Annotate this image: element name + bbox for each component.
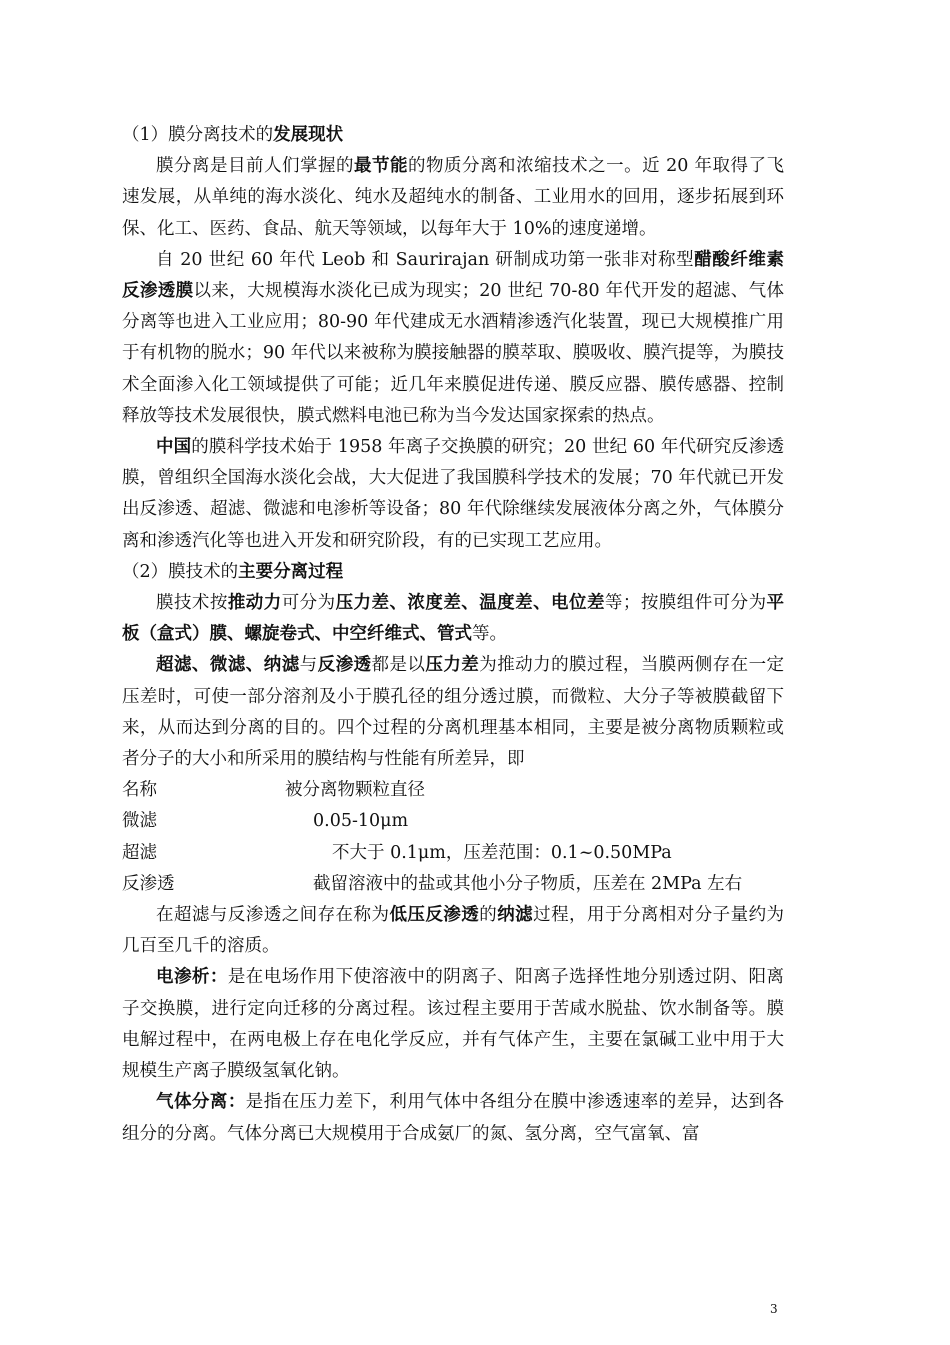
text-run: 都是以 — [371, 655, 426, 676]
table-cell-value: 0.05-10μm — [313, 811, 409, 832]
table-cell-name: 超滤 — [122, 842, 157, 863]
text-run: 以来，大规模海水淡化已成为现实；20 世纪 70-80 年代开发的超滤、气体分离等也进入工业应用；80-90 年代建成无水酒精渗透汽化装置，现已大规模推广用于有机物的脱水；90 年代以来被称为膜接触器的膜萃取、膜吸收、膜汽提等，为膜技术全面渗入化工领域提供了可能；近几年来膜促进传递、膜反应器、膜传感器、控制释放等技术发展很快，膜式燃料电池已称为当今发达国家探索的热点。 — [122, 281, 785, 426]
text-run: 过程，用于分离相对分子量约为几百至几千的溶质。 — [122, 905, 785, 957]
table-row — [122, 806, 784, 837]
text-run: 膜分离是目前人们掌握的 — [156, 156, 355, 177]
text-run: 与 — [299, 655, 318, 676]
heading-text: （1）膜分离技术的 — [122, 125, 274, 145]
text-run: 等。 — [472, 624, 507, 645]
bold-run: 纳滤 — [497, 905, 534, 926]
heading-bold: 发展现状 — [273, 125, 344, 145]
text-run: 的物质分离和浓缩技术之一。近 20 年取得了飞速发展，从单纯的海水淡化、纯水及超纯水的制备、工业用水的回用，逐步拓展到环保、化工、医药、食品、航天等领域，以每年大于 10%的速度递增。 — [122, 156, 784, 239]
bold-run: 超滤、微滤、纳滤 — [156, 655, 300, 676]
bold-run: 醋酸纤维素反渗透膜 — [122, 249, 785, 302]
text-run: 是在电场作用下使溶液中的阴离子、阳离子选择性地分别透过阴、阳离子交换膜，进行定向迁移的分离过程。该过程主要用于苦咸水脱盐、饮水制备等。膜电解过程中，在两电极上存在电化学反应，并有气体产生，主要在氯碱工业中用于大规模生产离子膜级氢氧化钠。 — [122, 967, 785, 1082]
text-run: 膜技术按 — [156, 593, 228, 614]
bold-run: 气体分离： — [156, 1092, 246, 1113]
section-heading-1 — [122, 120, 784, 151]
body-text — [122, 120, 784, 1150]
text-run: 等；按膜组件可分为 — [604, 593, 767, 614]
bold-run: 反渗透 — [317, 655, 372, 676]
bold-run: 中国 — [156, 437, 192, 458]
bold-run: 电渗析： — [156, 967, 228, 988]
table-cell-value: 截留溶液中的盐或其他小分子物质，压差在 2MPa 左右 — [313, 873, 743, 894]
paragraph-4 — [122, 588, 784, 650]
heading-bold: 主要分离过程 — [238, 561, 344, 582]
paragraph-6 — [122, 900, 784, 962]
separation-table — [122, 775, 784, 900]
text-run: 自 20 世纪 60 年代 Leob 和 Saurirajan 研制成功第一张非对称型 — [156, 249, 695, 270]
text-run: 可分为 — [281, 593, 336, 614]
table-header-name: 名称 — [122, 780, 157, 801]
text-run: 在超滤与反渗透之间存在称为 — [156, 905, 390, 926]
bold-run: 压力差 — [425, 655, 480, 676]
paragraph-7 — [122, 962, 784, 1087]
table-row — [122, 838, 784, 869]
bold-run: 最节能 — [354, 156, 409, 177]
heading-text: （2）膜技术的 — [122, 561, 239, 582]
table-cell-name: 微滤 — [122, 811, 157, 832]
text-run: 的 — [479, 905, 498, 926]
paragraph-1 — [122, 151, 784, 245]
table-header-row — [122, 775, 784, 806]
text-run: 的膜科学技术始于 1958 年离子交换膜的研究；20 世纪 60 年代研究反渗透膜，曾组织全国海水淡化会战，大大促进了我国膜科学技术的发展；70 年代就已开发出反渗透、超滤、微滤和电渗析等设备；80 年代除继续发展液体分离之外，气体膜分离和渗透汽化等也进入开发和研究阶段，有的已实现工艺应用。 — [122, 437, 785, 551]
paragraph-5 — [122, 650, 784, 775]
paragraph-2 — [122, 245, 784, 432]
bold-run: 平板（盒式）膜、螺旋卷式、中空纤维式、管式 — [122, 593, 785, 645]
table-cell-name: 反渗透 — [122, 873, 175, 894]
paragraph-8 — [122, 1087, 784, 1149]
text-run: 为推动力的膜过程，当膜两侧存在一定压差时，可使一部分溶剂及小于膜孔径的组分透过膜，而微粒、大分子等被膜截留下来，从而达到分离的目的。四个过程的分离机理基本相同，主要是被分离物质颗粒或者分子的大小和所采用的膜结构与性能有所差异，即 — [122, 655, 785, 770]
paragraph-3 — [122, 432, 784, 557]
bold-run: 压力差、浓度差、温度差、电位差 — [335, 593, 605, 614]
table-cell-value: 不大于 0.1μm，压差范围：0.1~0.50MPa — [332, 842, 672, 863]
bold-run: 推动力 — [227, 593, 282, 614]
table-header-value: 被分离物颗粒直径 — [285, 780, 425, 801]
page-number: 3 — [770, 1302, 778, 1316]
section-heading-2 — [122, 557, 784, 588]
text-run: 是指在压力差下，利用气体中各组分在膜中渗透速率的差异，达到各组分的分离。气体分离已大规模用于合成氨厂的氮、氢分离，空气富氧、富 — [122, 1092, 784, 1144]
bold-run: 低压反渗透 — [389, 905, 480, 926]
table-row — [122, 869, 784, 900]
